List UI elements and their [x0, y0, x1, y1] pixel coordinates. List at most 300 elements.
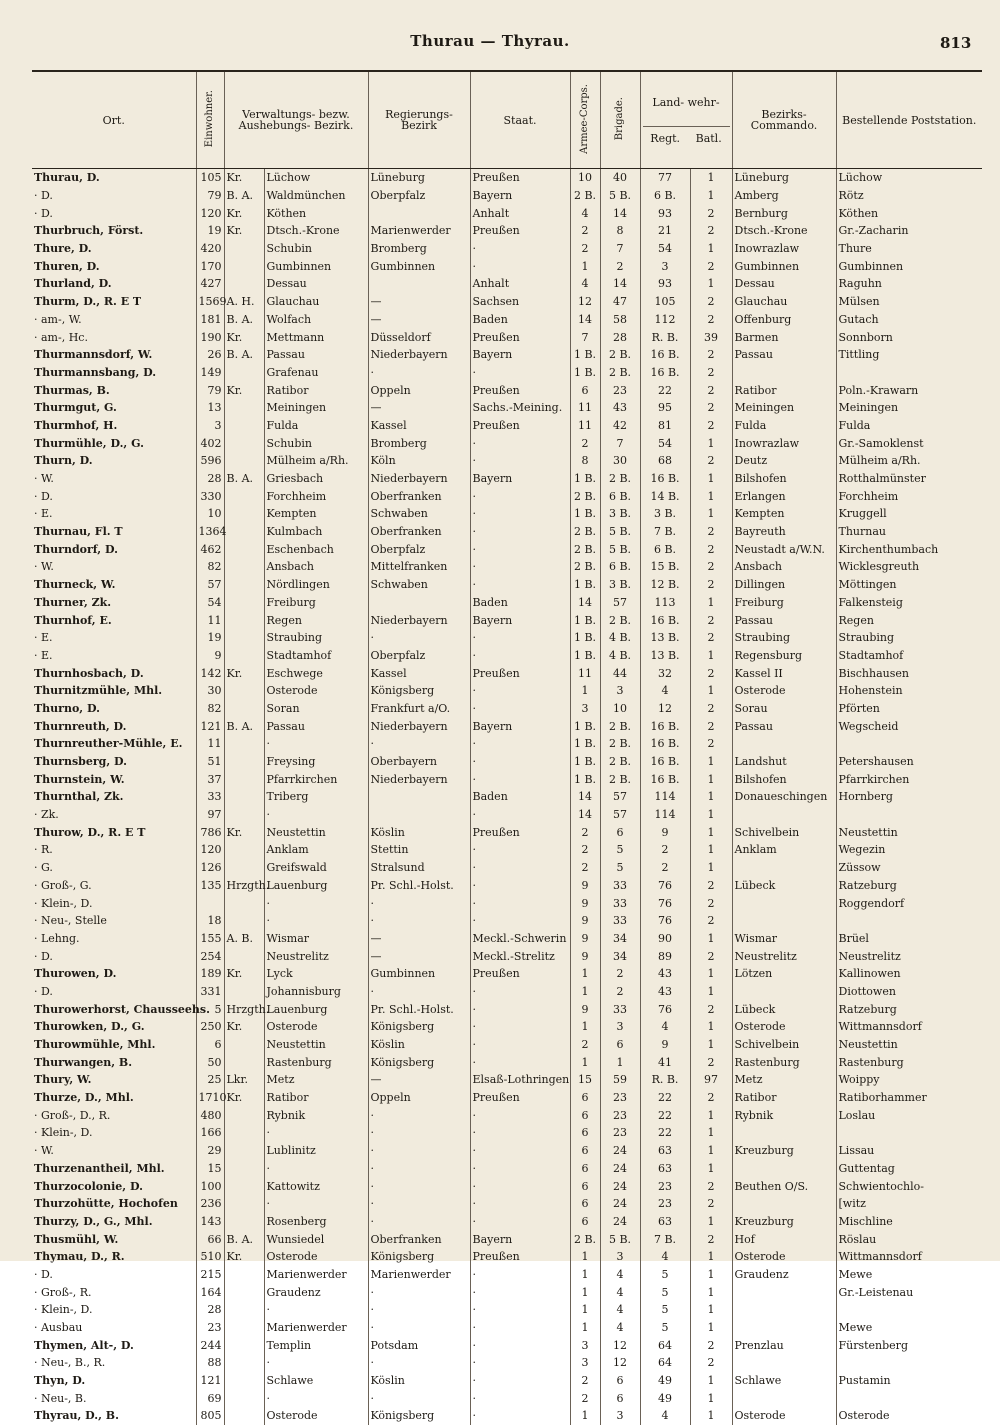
post-station-cell: Ratzeburg	[836, 1000, 982, 1018]
brigade-cell: 2	[600, 965, 640, 983]
table-row	[32, 770, 982, 788]
government-district-cell: Königsberg	[368, 682, 470, 700]
landwehr-regiment-cell: 22	[640, 1106, 690, 1124]
army-corps-cell: 1	[570, 965, 600, 983]
state-cell: Preußen	[470, 1089, 570, 1107]
post-station-cell: Lissau	[836, 1142, 982, 1160]
table-row	[32, 664, 982, 682]
table-row	[32, 841, 982, 859]
government-district-cell: Oberbayern	[368, 753, 470, 771]
table-row	[32, 311, 982, 329]
army-corps-cell: 14	[570, 788, 600, 806]
state-cell: ·	[470, 753, 570, 771]
place-name-cell: · Neu-, B., R.	[34, 1356, 106, 1370]
table-row	[32, 487, 982, 505]
place-name-cell: Thurmgut, G.	[34, 401, 117, 415]
post-station-cell: Sonnborn	[836, 328, 982, 346]
landwehr-regiment-cell: 93	[640, 275, 690, 293]
district-name-cell: Wolfach	[264, 311, 368, 329]
post-station-cell: Kallinowen	[836, 965, 982, 983]
landwehr-regiment-cell: 22	[640, 381, 690, 399]
government-district-cell: Köslin	[368, 1036, 470, 1054]
landwehr-battalion-cell: 1	[690, 1036, 732, 1054]
district-command-cell: Erlangen	[732, 487, 836, 505]
population-cell: 215	[196, 1266, 224, 1284]
population-cell: 462	[196, 540, 224, 558]
landwehr-regiment-cell: 12	[640, 700, 690, 718]
place-name-cell: · R.	[34, 843, 53, 857]
table-row	[32, 470, 982, 488]
header-ort: Ort.	[32, 71, 196, 169]
district-name-cell: ·	[264, 1301, 368, 1319]
district-type-cell	[224, 647, 264, 665]
landwehr-battalion-cell: 2	[690, 894, 732, 912]
brigade-cell: 23	[600, 1089, 640, 1107]
district-type-cell	[224, 682, 264, 700]
table-row	[32, 1195, 982, 1213]
government-district-cell: ·	[368, 1195, 470, 1213]
district-type-cell: B. A.	[224, 470, 264, 488]
place-name-cell: Thurmannsdorf, W.	[34, 348, 153, 362]
district-command-cell: Neustadt a/W.N.	[732, 540, 836, 558]
landwehr-battalion-cell: 2	[690, 717, 732, 735]
place-name-cell: · Groß-, D., R.	[34, 1108, 111, 1122]
district-type-cell	[224, 1124, 264, 1142]
state-cell: ·	[470, 1177, 570, 1195]
landwehr-battalion-cell: 2	[690, 877, 732, 895]
government-district-cell: Oberfranken	[368, 523, 470, 541]
landwehr-battalion-cell: 1	[690, 965, 732, 983]
state-cell: ·	[470, 1407, 570, 1425]
brigade-cell: 6	[600, 1036, 640, 1054]
post-station-cell: Kirchenthumbach	[836, 540, 982, 558]
table-row	[32, 558, 982, 576]
landwehr-regiment-cell: 2	[640, 841, 690, 859]
district-type-cell	[224, 1283, 264, 1301]
government-district-cell: Marienwerder	[368, 222, 470, 240]
post-station-cell: Neustrelitz	[836, 947, 982, 965]
place-name-cell: Thurndorf, D.	[34, 542, 118, 556]
place-name-cell: Thurnsberg, D.	[34, 755, 127, 769]
district-command-cell: Inowrazlaw	[732, 240, 836, 258]
place-name-cell: Thurnhosbach, D.	[34, 666, 144, 680]
state-cell: ·	[470, 770, 570, 788]
post-station-cell: Mülheim a/Rh.	[836, 452, 982, 470]
place-name-cell: · Groß-, G.	[34, 878, 92, 892]
government-district-cell: Frankfurt a/O.	[368, 700, 470, 718]
army-corps-cell: 1 B.	[570, 753, 600, 771]
district-command-cell	[732, 364, 836, 382]
post-station-cell: Raguhn	[836, 275, 982, 293]
population-cell: 19	[196, 629, 224, 647]
district-name-cell: Glauchau	[264, 293, 368, 311]
state-cell: ·	[470, 1336, 570, 1354]
landwehr-battalion-cell: 1	[690, 1389, 732, 1407]
running-head	[0, 28, 1000, 60]
district-type-cell	[224, 399, 264, 417]
district-command-cell: Kassel II	[732, 664, 836, 682]
table-row	[32, 1160, 982, 1178]
place-name-cell: Thurowerhorst, Chausseehs.	[34, 1002, 210, 1016]
district-name-cell: Passau	[264, 717, 368, 735]
government-district-cell	[368, 275, 470, 293]
place-name-cell: · am-, W.	[34, 312, 82, 326]
state-cell: ·	[470, 1018, 570, 1036]
army-corps-cell: 10	[570, 169, 600, 187]
place-name-cell: Thyrau, D., B.	[34, 1409, 119, 1423]
state-cell: ·	[470, 1195, 570, 1213]
state-cell: ·	[470, 1389, 570, 1407]
landwehr-battalion-cell: 2	[690, 523, 732, 541]
district-type-cell: Lkr.	[224, 1071, 264, 1089]
post-station-cell: Mewe	[836, 1266, 982, 1284]
place-name-cell: Thurmannsbang, D.	[34, 365, 157, 379]
state-cell: ·	[470, 912, 570, 930]
state-cell: Preußen	[470, 664, 570, 682]
post-station-cell: Gr.-Zacharin	[836, 222, 982, 240]
population-cell: 100	[196, 1177, 224, 1195]
brigade-cell: 3	[600, 1018, 640, 1036]
district-name-cell: Grafenau	[264, 364, 368, 382]
landwehr-regiment-cell: 4	[640, 682, 690, 700]
state-cell: ·	[470, 735, 570, 753]
state-cell: ·	[470, 1319, 570, 1337]
landwehr-regiment-cell: 63	[640, 1213, 690, 1231]
army-corps-cell: 1 B.	[570, 470, 600, 488]
district-command-cell: Dtsch.-Krone	[732, 222, 836, 240]
district-name-cell: ·	[264, 912, 368, 930]
district-name-cell: Mülheim a/Rh.	[264, 452, 368, 470]
landwehr-battalion-cell: 1	[690, 788, 732, 806]
brigade-cell: 23	[600, 1106, 640, 1124]
district-type-cell: Kr.	[224, 1248, 264, 1266]
district-command-cell: Bernburg	[732, 204, 836, 222]
district-name-cell: ·	[264, 1124, 368, 1142]
district-command-cell: Ratibor	[732, 381, 836, 399]
population-cell: 50	[196, 1053, 224, 1071]
army-corps-cell: 2 B.	[570, 540, 600, 558]
state-cell: Sachs.-Meining.	[470, 399, 570, 417]
table-row	[32, 452, 982, 470]
landwehr-battalion-cell: 2	[690, 222, 732, 240]
district-type-cell	[224, 505, 264, 523]
landwehr-regiment-cell: 112	[640, 311, 690, 329]
post-station-cell: Woippy	[836, 1071, 982, 1089]
army-corps-cell: 1	[570, 1053, 600, 1071]
government-district-cell	[368, 204, 470, 222]
brigade-cell: 12	[600, 1354, 640, 1372]
landwehr-regiment-cell: 16 B.	[640, 611, 690, 629]
place-name-cell: Thurn, D.	[34, 454, 93, 468]
brigade-cell: 43	[600, 399, 640, 417]
district-name-cell: Kulmbach	[264, 523, 368, 541]
army-corps-cell: 6	[570, 1195, 600, 1213]
district-name-cell: Pfarrkirchen	[264, 770, 368, 788]
post-station-cell: Ratzeburg	[836, 877, 982, 895]
landwehr-regiment-cell: 2	[640, 859, 690, 877]
landwehr-battalion-cell: 1	[690, 841, 732, 859]
table-row	[32, 381, 982, 399]
brigade-cell: 5 B.	[600, 1230, 640, 1248]
post-station-cell: Mischline	[836, 1213, 982, 1231]
army-corps-cell: 1 B.	[570, 364, 600, 382]
district-type-cell	[224, 1319, 264, 1337]
brigade-cell: 34	[600, 947, 640, 965]
army-corps-cell: 15	[570, 1071, 600, 1089]
landwehr-regiment-cell: 64	[640, 1354, 690, 1372]
army-corps-cell: 14	[570, 311, 600, 329]
place-name-cell: Thurwangen, B.	[34, 1055, 133, 1069]
government-district-cell: Bromberg	[368, 240, 470, 258]
district-command-cell	[732, 912, 836, 930]
district-type-cell: B. A.	[224, 1230, 264, 1248]
table-row	[32, 1213, 982, 1231]
landwehr-regiment-cell: 76	[640, 877, 690, 895]
district-name-cell: Passau	[264, 346, 368, 364]
population-cell: 13	[196, 399, 224, 417]
post-station-cell	[836, 1301, 982, 1319]
state-cell: ·	[470, 1053, 570, 1071]
army-corps-cell: 2	[570, 841, 600, 859]
brigade-cell: 33	[600, 894, 640, 912]
state-cell: ·	[470, 540, 570, 558]
table-row	[32, 275, 982, 293]
army-corps-cell: 2 B.	[570, 523, 600, 541]
state-cell: Sachsen	[470, 293, 570, 311]
district-type-cell	[224, 523, 264, 541]
district-type-cell: Kr.	[224, 1089, 264, 1107]
landwehr-battalion-cell: 2	[690, 1053, 732, 1071]
district-command-cell: Osterode	[732, 682, 836, 700]
post-station-cell: [witz	[836, 1195, 982, 1213]
table-row	[32, 576, 982, 594]
district-command-cell: Passau	[732, 717, 836, 735]
government-district-cell: Schwaben	[368, 576, 470, 594]
district-type-cell	[224, 1354, 264, 1372]
government-district-cell: ·	[368, 983, 470, 1001]
army-corps-cell: 2	[570, 1389, 600, 1407]
population-cell: 244	[196, 1336, 224, 1354]
district-name-cell: Ratibor	[264, 1089, 368, 1107]
landwehr-regiment-cell: 68	[640, 452, 690, 470]
place-name-cell: Thymau, D., R.	[34, 1250, 125, 1264]
government-district-cell: Niederbayern	[368, 770, 470, 788]
district-name-cell: ·	[264, 894, 368, 912]
landwehr-battalion-cell: 2	[690, 1230, 732, 1248]
landwehr-regiment-cell: 93	[640, 204, 690, 222]
district-type-cell	[224, 735, 264, 753]
district-name-cell: Osterode	[264, 1248, 368, 1266]
landwehr-regiment-cell: 49	[640, 1389, 690, 1407]
post-station-cell: Röslau	[836, 1230, 982, 1248]
population-cell: 1364	[196, 523, 224, 541]
population-cell: 97	[196, 806, 224, 824]
landwehr-battalion-cell: 2	[690, 1336, 732, 1354]
brigade-cell: 57	[600, 788, 640, 806]
army-corps-cell: 3	[570, 700, 600, 718]
district-command-cell: Schlawe	[732, 1372, 836, 1390]
population-cell: 28	[196, 1301, 224, 1319]
state-cell: ·	[470, 240, 570, 258]
landwehr-regiment-cell: 16 B.	[640, 735, 690, 753]
brigade-cell: 4 B.	[600, 629, 640, 647]
place-name-cell: Thurow, D., R. E T	[34, 825, 146, 839]
district-type-cell: Hrzgth.	[224, 877, 264, 895]
state-cell: Preußen	[470, 965, 570, 983]
brigade-cell: 2 B.	[600, 770, 640, 788]
post-station-cell: Pustamin	[836, 1372, 982, 1390]
brigade-cell: 2 B.	[600, 753, 640, 771]
landwehr-battalion-cell: 1	[690, 470, 732, 488]
table-row	[32, 735, 982, 753]
army-corps-cell: 11	[570, 664, 600, 682]
population-cell: 143	[196, 1213, 224, 1231]
place-name-cell: Thurowmühle, Mhl.	[34, 1038, 156, 1052]
district-name-cell: Triberg	[264, 788, 368, 806]
table-row	[32, 1071, 982, 1089]
district-command-cell	[732, 1354, 836, 1372]
landwehr-battalion-cell: 2	[690, 664, 732, 682]
state-cell: ·	[470, 434, 570, 452]
landwehr-regiment-cell: 16 B.	[640, 717, 690, 735]
government-district-cell: Königsberg	[368, 1407, 470, 1425]
district-name-cell: Johannisburg	[264, 983, 368, 1001]
post-station-cell: Pfarrkirchen	[836, 770, 982, 788]
state-cell: Meckl.-Strelitz	[470, 947, 570, 965]
district-type-cell	[224, 452, 264, 470]
table-row	[32, 647, 982, 665]
landwehr-battalion-cell: 2	[690, 1089, 732, 1107]
state-cell: Preußen	[470, 222, 570, 240]
brigade-cell: 10	[600, 700, 640, 718]
brigade-cell: 7	[600, 240, 640, 258]
landwehr-battalion-cell: 1	[690, 682, 732, 700]
district-type-cell	[224, 1053, 264, 1071]
place-name-cell: · G.	[34, 861, 53, 875]
population-cell: 170	[196, 257, 224, 275]
state-cell: ·	[470, 452, 570, 470]
place-name-cell: · Klein-, D.	[34, 1126, 93, 1140]
district-command-cell: Kempten	[732, 505, 836, 523]
population-cell: 164	[196, 1283, 224, 1301]
state-cell: Bayern	[470, 1230, 570, 1248]
state-cell: ·	[470, 523, 570, 541]
state-cell: Anhalt	[470, 204, 570, 222]
district-name-cell: Wismar	[264, 930, 368, 948]
state-cell: Preußen	[470, 328, 570, 346]
landwehr-battalion-cell: 2	[690, 257, 732, 275]
army-corps-cell: 2	[570, 1036, 600, 1054]
district-command-cell: Bilshofen	[732, 470, 836, 488]
district-command-cell: Schivelbein	[732, 1036, 836, 1054]
brigade-cell: 24	[600, 1177, 640, 1195]
district-name-cell: ·	[264, 1354, 368, 1372]
district-type-cell	[224, 912, 264, 930]
brigade-cell: 4	[600, 1301, 640, 1319]
district-name-cell: Lauenburg	[264, 1000, 368, 1018]
post-station-cell: Thurnau	[836, 523, 982, 541]
population-cell: 480	[196, 1106, 224, 1124]
district-name-cell: Lublinitz	[264, 1142, 368, 1160]
landwehr-regiment-cell: R. B.	[640, 328, 690, 346]
brigade-cell: 2	[600, 257, 640, 275]
population-cell: 120	[196, 841, 224, 859]
population-cell: 1710	[196, 1089, 224, 1107]
brigade-cell: 3 B.	[600, 505, 640, 523]
brigade-cell: 57	[600, 594, 640, 612]
place-name-cell: Thurzy, D., G., Mhl.	[34, 1214, 153, 1228]
district-type-cell	[224, 364, 264, 382]
brigade-cell: 2 B.	[600, 364, 640, 382]
landwehr-battalion-cell: 1	[690, 753, 732, 771]
state-cell: ·	[470, 1142, 570, 1160]
landwehr-regiment-cell: 54	[640, 434, 690, 452]
district-type-cell	[224, 434, 264, 452]
district-command-cell	[732, 983, 836, 1001]
government-district-cell: Oberfranken	[368, 487, 470, 505]
state-cell: ·	[470, 1354, 570, 1372]
army-corps-cell: 6	[570, 1160, 600, 1178]
government-district-cell: Mittelfranken	[368, 558, 470, 576]
government-district-cell: Stettin	[368, 841, 470, 859]
district-name-cell: Osterode	[264, 1018, 368, 1036]
landwehr-regiment-cell: 43	[640, 983, 690, 1001]
brigade-cell: 6 B.	[600, 487, 640, 505]
place-name-cell: Thurnitzmühle, Mhl.	[34, 684, 163, 698]
table-row	[32, 1177, 982, 1195]
landwehr-regiment-cell: 114	[640, 806, 690, 824]
district-command-cell: Bilshofen	[732, 770, 836, 788]
district-command-cell: Passau	[732, 346, 836, 364]
population-cell: 1569	[196, 293, 224, 311]
brigade-cell: 24	[600, 1195, 640, 1213]
table-row	[32, 1018, 982, 1036]
landwehr-regiment-cell: 15 B.	[640, 558, 690, 576]
district-type-cell	[224, 841, 264, 859]
district-command-cell: Lübeck	[732, 1000, 836, 1018]
district-command-cell: Passau	[732, 611, 836, 629]
army-corps-cell: 2	[570, 1372, 600, 1390]
district-command-cell	[732, 1124, 836, 1142]
population-cell: 596	[196, 452, 224, 470]
place-name-cell: Thurzenantheil, Mhl.	[34, 1161, 165, 1175]
population-cell: 69	[196, 1389, 224, 1407]
district-type-cell	[224, 1142, 264, 1160]
state-cell: ·	[470, 1106, 570, 1124]
post-station-cell: Möttingen	[836, 576, 982, 594]
landwehr-battalion-cell: 1	[690, 859, 732, 877]
government-district-cell: Schwaben	[368, 505, 470, 523]
district-command-cell	[732, 894, 836, 912]
brigade-cell: 12	[600, 1336, 640, 1354]
population-cell: 805	[196, 1407, 224, 1425]
table-row	[32, 877, 982, 895]
army-corps-cell: 2	[570, 222, 600, 240]
state-cell: ·	[470, 1160, 570, 1178]
table-row	[32, 611, 982, 629]
brigade-cell: 23	[600, 1124, 640, 1142]
landwehr-battalion-cell: 2	[690, 540, 732, 558]
population-cell	[196, 894, 224, 912]
post-station-cell: Stadtamhof	[836, 647, 982, 665]
place-name-cell: · D.	[34, 206, 53, 220]
district-command-cell: Sorau	[732, 700, 836, 718]
brigade-cell: 40	[600, 169, 640, 187]
brigade-cell: 4	[600, 1266, 640, 1284]
landwehr-battalion-cell: 1	[690, 1106, 732, 1124]
government-district-cell: ·	[368, 629, 470, 647]
place-name-cell: Thurowen, D.	[34, 967, 117, 981]
